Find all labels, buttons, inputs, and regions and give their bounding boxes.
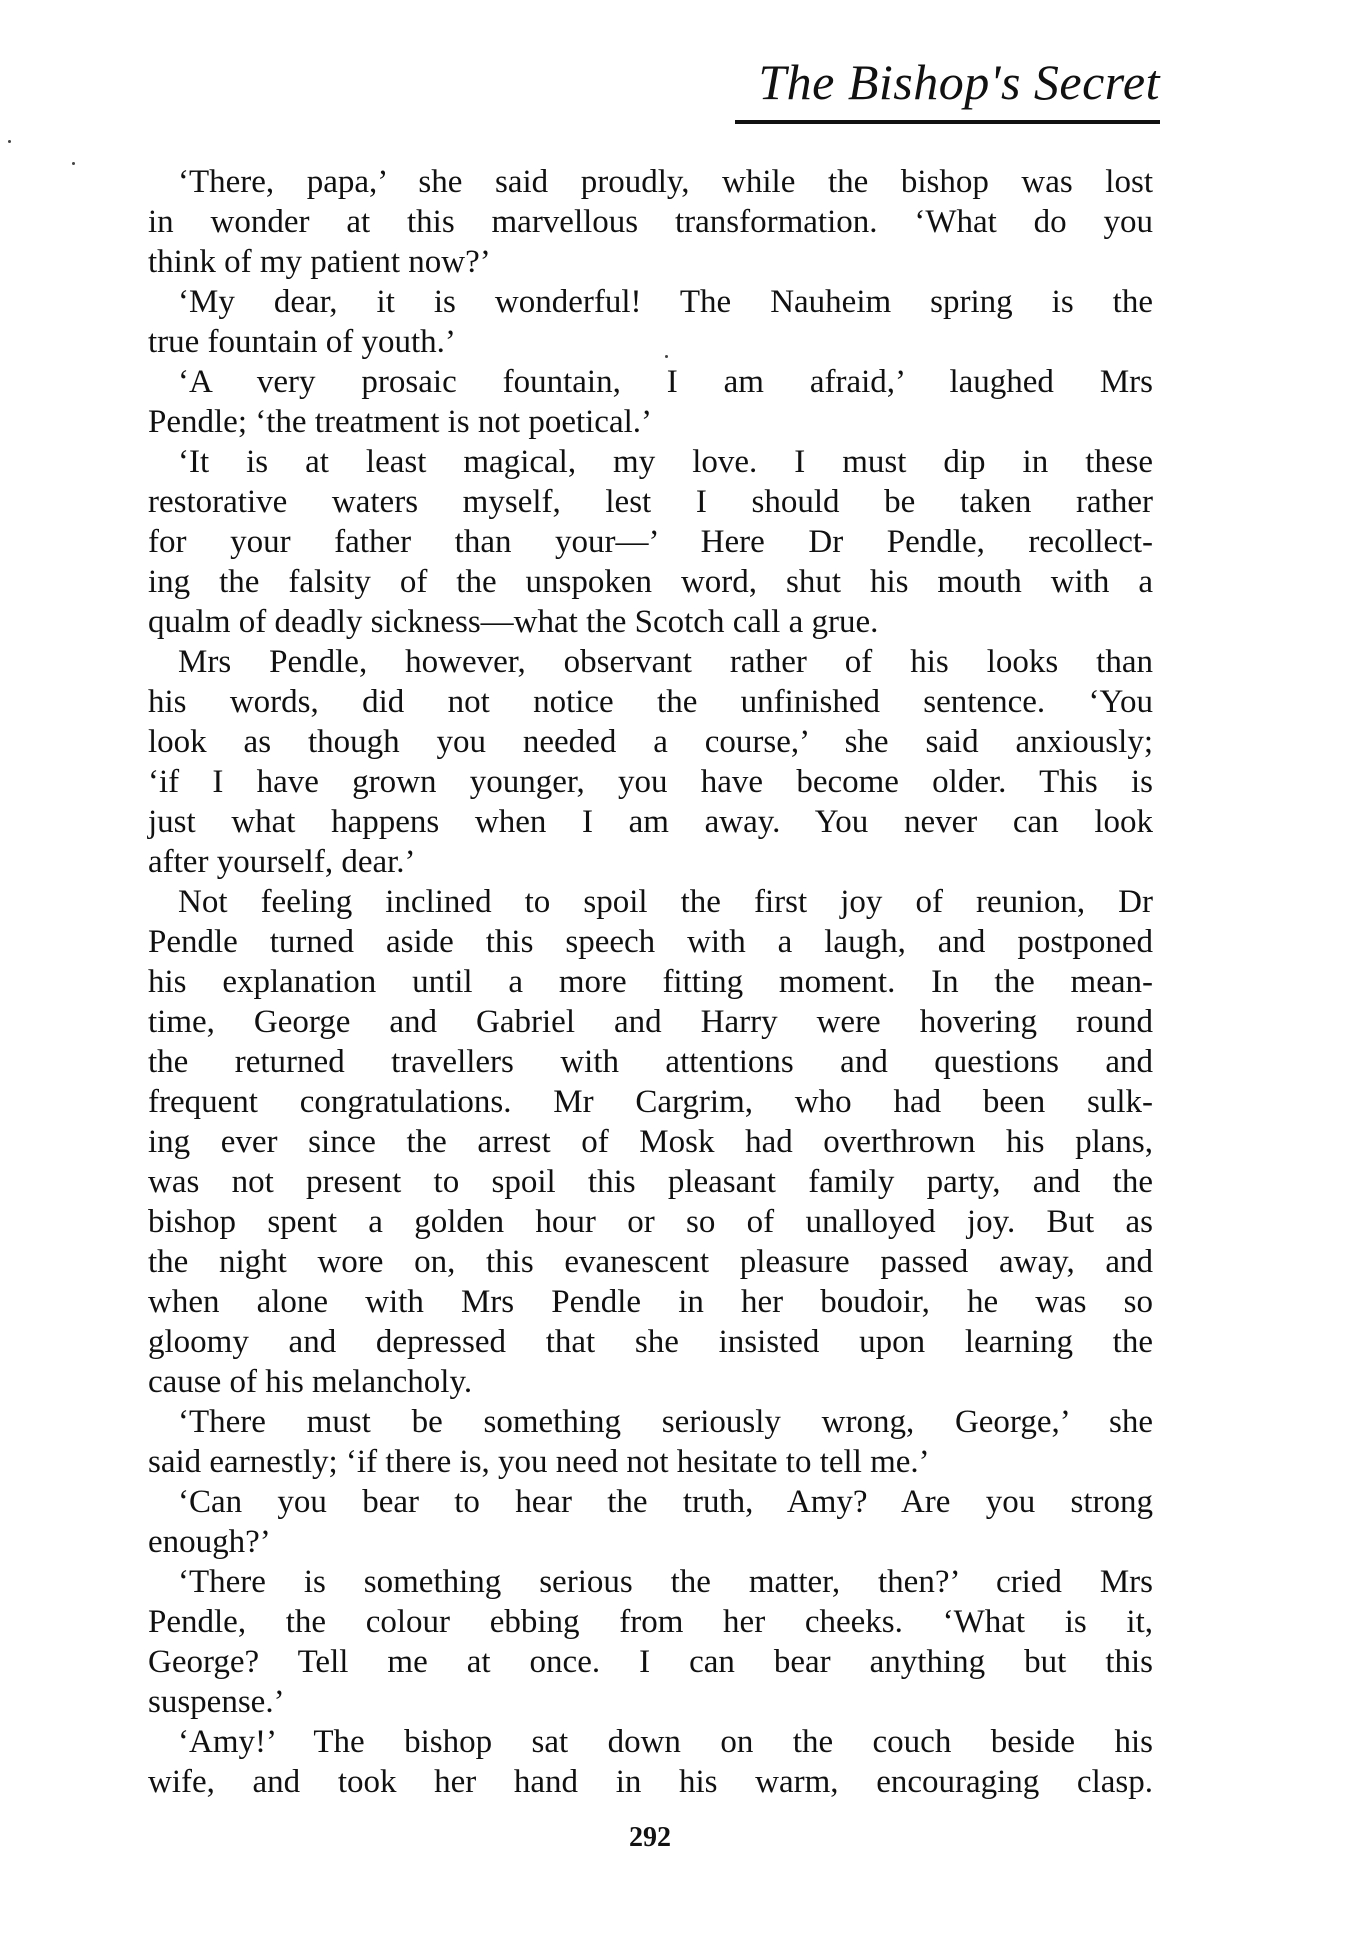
text-line: frequent congratulations. Mr Cargrim, who had been sulk- (148, 1084, 1153, 1120)
text-line: Mrs Pendle, however, observant rather of his looks than (178, 644, 1153, 680)
text-line: ‘It is at least magical, my love. I must dip in these (178, 444, 1153, 480)
text-line: ‘There is something serious the matter, then?’ cried Mrs (178, 1564, 1153, 1600)
text-line: ‘A very prosaic fountain, I am afraid,’ laughed Mrs (178, 364, 1153, 400)
text-line: the returned travellers with attentions and questions and (148, 1044, 1153, 1080)
text-line: Pendle; ‘the treatment is not poetical.’ (148, 404, 653, 440)
text-line: just what happens when I am away. You never can look (148, 804, 1153, 840)
text-line: after yourself, dear.’ (148, 844, 416, 880)
text-line: for your father than your—’ Here Dr Pendle, recollect- (148, 524, 1153, 560)
text-line: the night wore on, this evanescent pleasure passed away, and (148, 1244, 1153, 1280)
text-line: Not feeling inclined to spoil the first joy of reunion, Dr (178, 884, 1153, 920)
text-line: true fountain of youth.’ (148, 324, 456, 360)
text-line: his words, did not notice the unfinished sentence. ‘You (148, 684, 1153, 720)
text-line: gloomy and depressed that she insisted upon learning the (148, 1324, 1153, 1360)
text-line: qualm of deadly sickness—what the Scotch call a grue. (148, 604, 879, 640)
text-line: ‘Amy!’ The bishop sat down on the couch beside his (178, 1724, 1153, 1760)
text-line: bishop spent a golden hour or so of unalloyed joy. But as (148, 1204, 1153, 1240)
text-line: when alone with Mrs Pendle in her boudoir, he was so (148, 1284, 1153, 1320)
text-line: look as though you needed a course,’ she said anxiously; (148, 724, 1153, 760)
text-line: ing the falsity of the unspoken word, shut his mouth with a (148, 564, 1153, 600)
header-rule (735, 120, 1160, 124)
text-line: said earnestly; ‘if there is, you need not hesitate to tell me.’ (148, 1444, 930, 1480)
text-line: Pendle, the colour ebbing from her cheeks. ‘What is it, (148, 1604, 1153, 1640)
text-line: time, George and Gabriel and Harry were hovering round (148, 1004, 1153, 1040)
text-line: ‘Can you bear to hear the truth, Amy? Are you strong (178, 1484, 1153, 1520)
text-line: George? Tell me at once. I can bear anything but this (148, 1644, 1153, 1680)
page-number: 292 (629, 1822, 671, 1853)
text-line: ‘There must be something seriously wrong, George,’ she (178, 1404, 1153, 1440)
paper-speck (72, 162, 75, 165)
text-line: in wonder at this marvellous transformation. ‘What do you (148, 204, 1153, 240)
text-line: ‘My dear, it is wonderful! The Nauheim spring is the (178, 284, 1153, 320)
text-line: suspense.’ (148, 1684, 285, 1720)
text-line: wife, and took her hand in his warm, encouraging clasp. (148, 1764, 1153, 1800)
text-line: enough?’ (148, 1524, 271, 1560)
running-head: The Bishop's Secret (758, 54, 1160, 110)
text-line: restorative waters myself, lest I should be taken rather (148, 484, 1153, 520)
paper-speck (8, 140, 11, 143)
text-line: think of my patient now?’ (148, 244, 491, 280)
body-text (148, 162, 1153, 1802)
text-line: ‘There, papa,’ she said proudly, while the bishop was lost (178, 164, 1153, 200)
text-line: ‘if I have grown younger, you have become older. This is (148, 764, 1153, 800)
text-line: his explanation until a more fitting moment. In the mean- (148, 964, 1153, 1000)
text-line: Pendle turned aside this speech with a laugh, and postponed (148, 924, 1153, 960)
text-line: was not present to spoil this pleasant family party, and the (148, 1164, 1153, 1200)
text-line: cause of his melancholy. (148, 1364, 473, 1400)
text-line: ing ever since the arrest of Mosk had overthrown his plans, (148, 1124, 1153, 1160)
paper-speck (665, 355, 668, 358)
